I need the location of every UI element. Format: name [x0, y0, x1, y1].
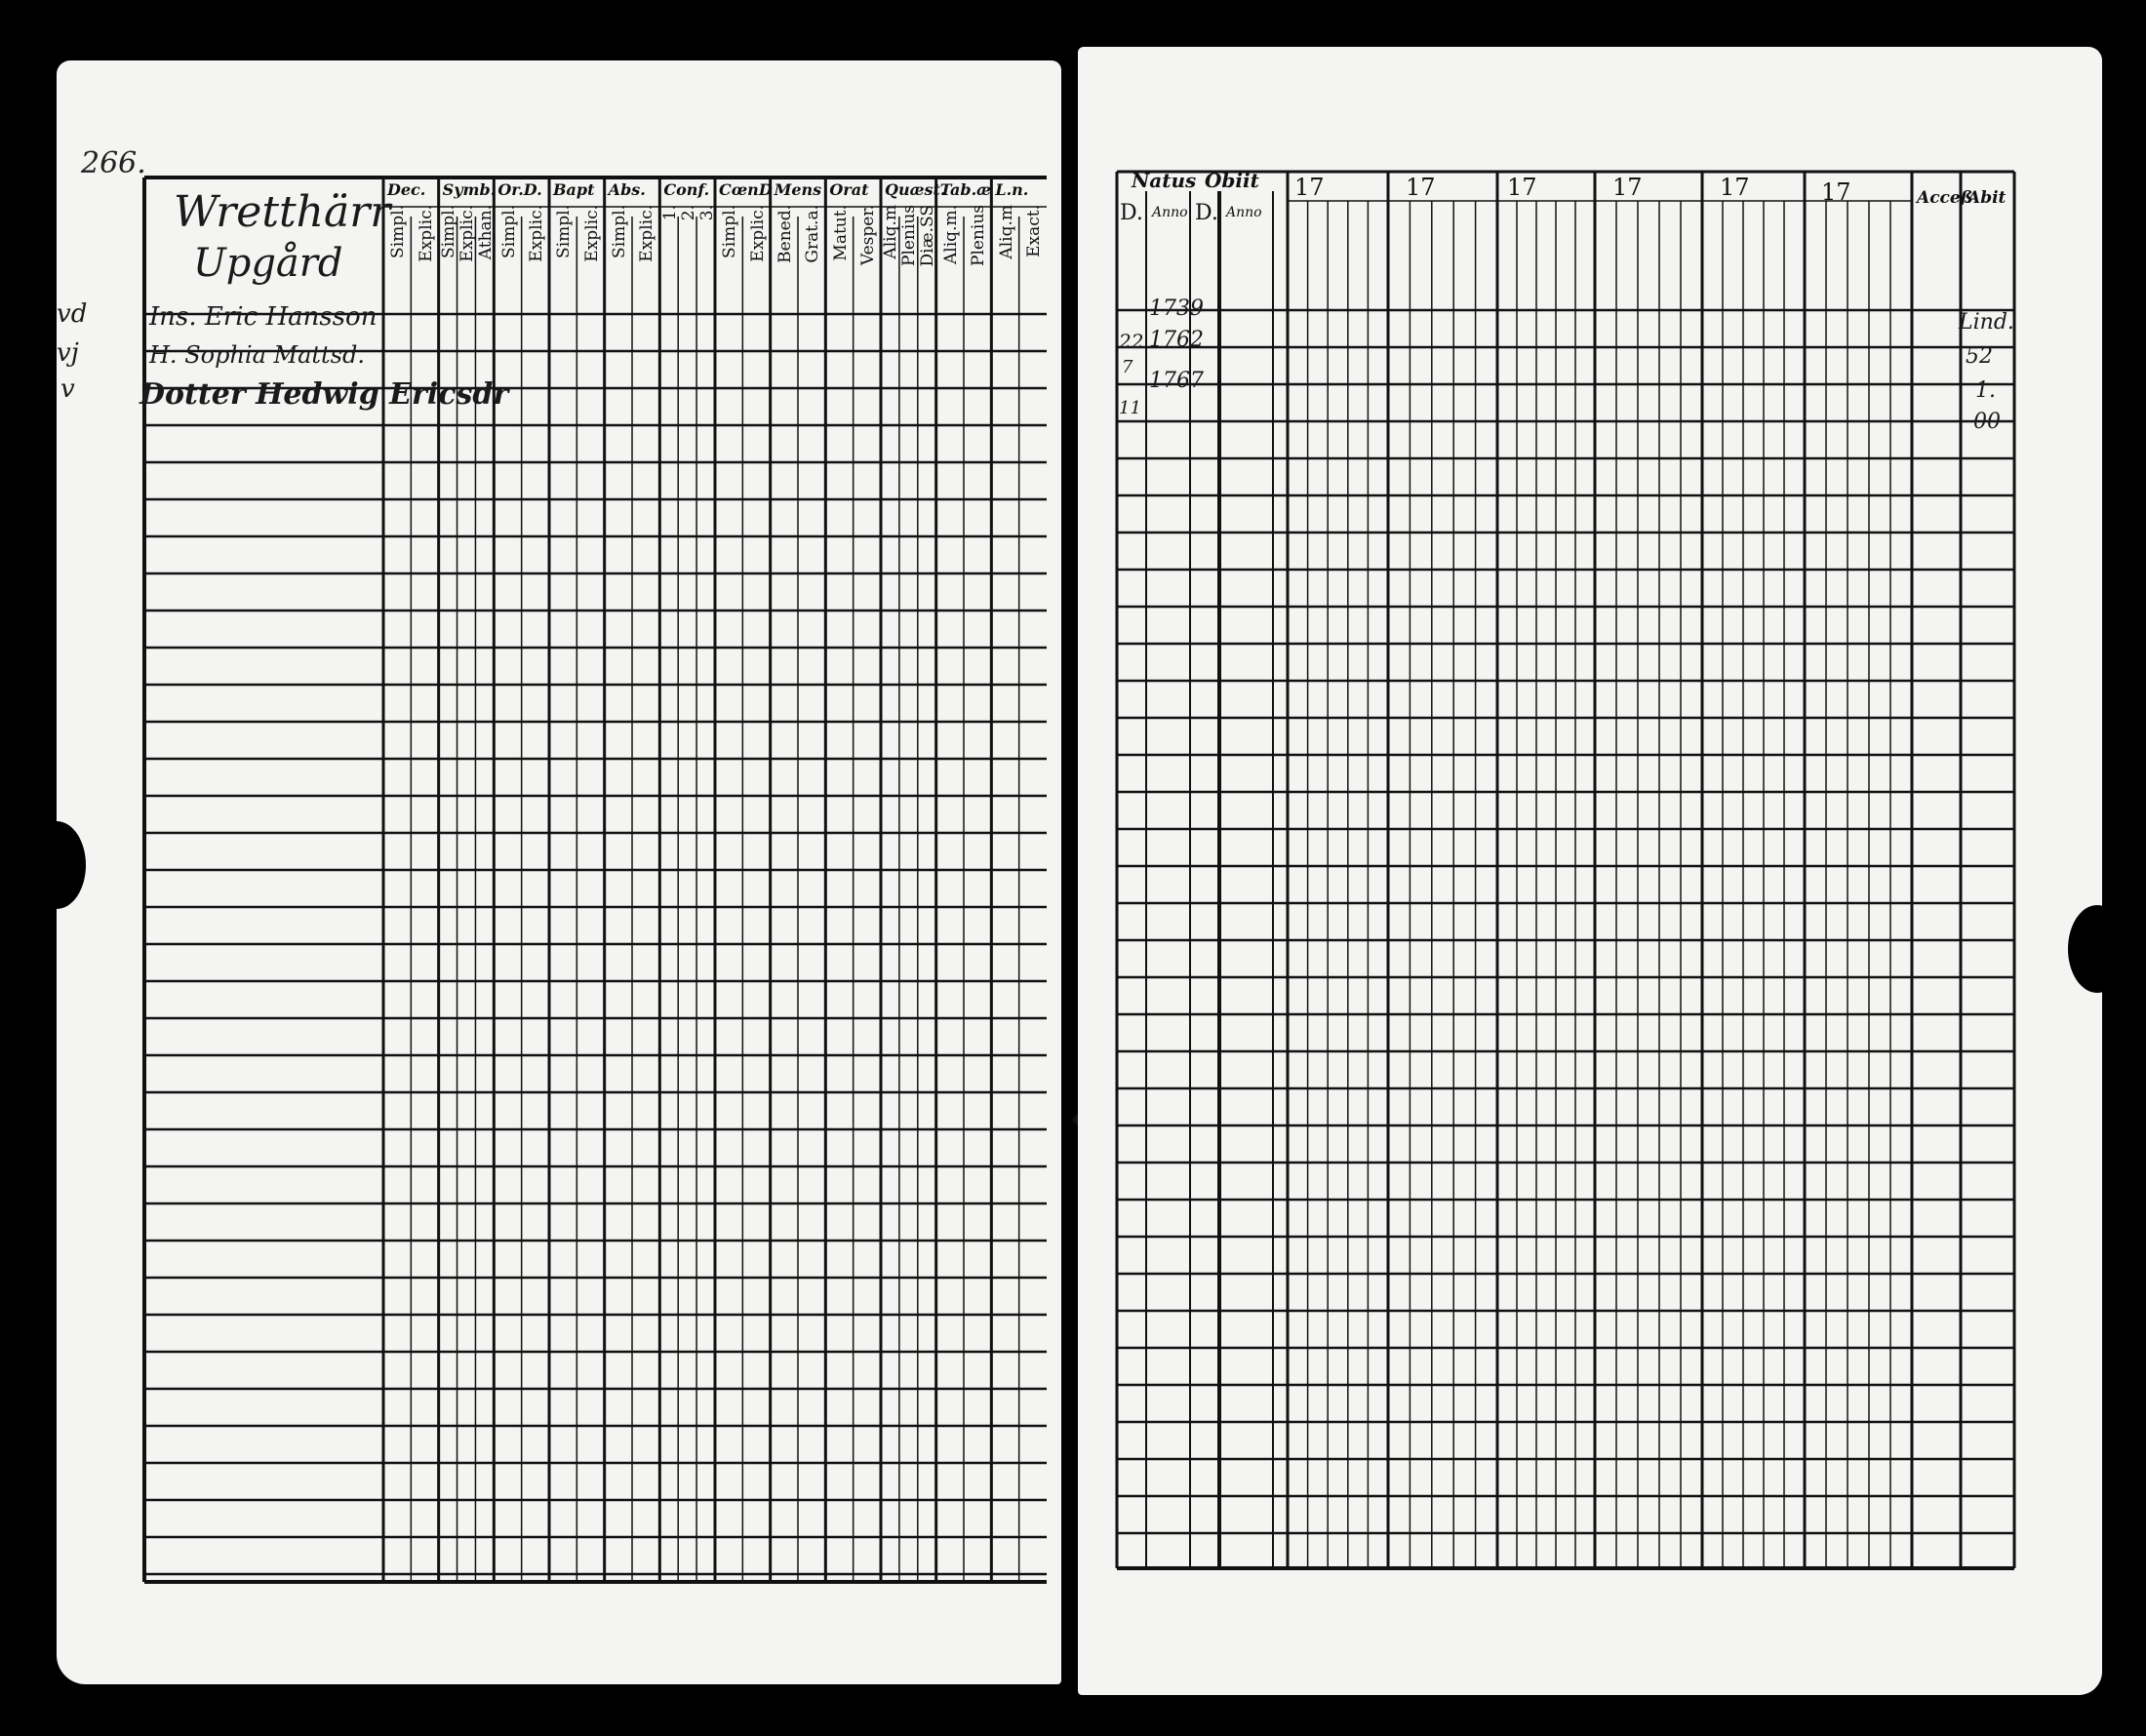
- header-abiit: Abit: [1967, 188, 2007, 208]
- column-sub-label: Matut.: [830, 205, 851, 261]
- margin-mark: vj: [57, 338, 79, 368]
- column-sub-label: Explic.: [637, 205, 657, 262]
- abiit-entry: 00: [1973, 410, 2001, 434]
- column-sub-label: Explic.: [747, 205, 768, 262]
- resident-name: Dotter Hedwig Ericsdr: [139, 377, 509, 412]
- binding-mark: [1059, 0, 1067, 14]
- binding-mark: [1005, 1712, 1013, 1725]
- margin-mark: vd: [57, 299, 88, 329]
- year-header: 17: [1821, 178, 1851, 206]
- column-sub-label: Bened.: [775, 205, 795, 263]
- year-header: 17: [1720, 174, 1750, 201]
- abiit-entry: 1.: [1975, 378, 1996, 403]
- column-group-label: Dec.: [387, 180, 426, 199]
- column-sub-label: 1.: [659, 205, 680, 221]
- birth-day: 7: [1122, 357, 1133, 377]
- column-sub-label: Simpl.: [720, 205, 740, 258]
- column-group-label: Quæst.: [885, 180, 946, 199]
- column-group-label: Orat: [829, 180, 869, 199]
- year-header: 17: [1507, 174, 1537, 201]
- column-sub-label: Aliq.m: [881, 205, 901, 259]
- column-sub-label: Explic.: [457, 205, 477, 262]
- left-page: [57, 60, 1061, 1684]
- header-obiit: Obiit: [1205, 169, 1259, 192]
- birth-day: 22: [1119, 330, 1144, 353]
- column-sub-label: Simpl.: [498, 205, 519, 258]
- resident-name: H. Sophia Mattsd.: [149, 341, 365, 369]
- year-header: 17: [1294, 174, 1325, 201]
- place-name: Wretthärr: [174, 187, 391, 237]
- birth-year: 1767: [1149, 369, 1204, 393]
- column-sub-label: Diæ.SS: [918, 205, 938, 267]
- abiit-entry: 52: [1966, 344, 1993, 369]
- resident-name: Ins. Eric Hansson: [149, 302, 378, 332]
- birth-year: 1762: [1149, 328, 1204, 352]
- column-group-label: Tab.æ: [939, 180, 992, 199]
- binding-mark: [1042, 1712, 1050, 1725]
- column-sub-label: 3.: [696, 205, 717, 221]
- column-group-label: Symb.: [442, 180, 497, 199]
- column-sub-label: Exact.: [1023, 205, 1044, 257]
- farm-name: Upgård: [193, 241, 343, 286]
- header-accessit: Acceß: [1917, 188, 1973, 208]
- obiit-year-label: Anno: [1226, 205, 1262, 220]
- column-sub-label: Plenius: [969, 205, 989, 266]
- natus-year-label: Anno: [1152, 205, 1188, 220]
- column-sub-label: Vesper.: [857, 205, 878, 266]
- column-sub-label: Simpl.: [554, 205, 575, 258]
- page-number: 266.: [81, 146, 146, 180]
- birth-day: 11: [1119, 398, 1141, 418]
- column-sub-label: Athan.: [475, 205, 496, 260]
- column-sub-label: Aliq.m.: [940, 205, 961, 264]
- header-natus: Natus: [1132, 169, 1197, 192]
- year-header: 17: [1406, 174, 1436, 201]
- abiit-entry: Lind.: [1959, 310, 2014, 335]
- column-sub-label: Explic.: [416, 205, 436, 262]
- column-group-label: L.n.: [995, 180, 1029, 199]
- binding-mark: [1042, 0, 1050, 14]
- column-sub-label: Grat.a.: [803, 205, 823, 263]
- right-register-grid: [1078, 47, 2102, 1695]
- right-page: [1078, 47, 2102, 1695]
- margin-mark: v: [60, 375, 75, 404]
- column-group-label: Bapt: [553, 180, 595, 199]
- column-sub-label: Simpl.: [609, 205, 629, 258]
- column-sub-label: Aliq.m: [996, 205, 1016, 259]
- column-group-label: Conf.: [663, 180, 710, 199]
- column-sub-label: Explic.: [526, 205, 546, 262]
- column-sub-label: Explic.: [581, 205, 602, 262]
- birth-year: 1739: [1149, 296, 1204, 321]
- column-sub-label: Simpl.: [388, 205, 409, 258]
- column-sub-label: Simpl.: [439, 205, 459, 258]
- column-group-label: Mens: [774, 180, 822, 199]
- column-group-label: Abs.: [608, 180, 646, 199]
- column-sub-label: 2.: [678, 205, 698, 221]
- obiit-day-label: D.: [1195, 201, 1218, 225]
- natus-day-label: D.: [1120, 201, 1143, 225]
- column-group-label: CœnD: [719, 180, 773, 199]
- year-header: 17: [1612, 174, 1643, 201]
- column-sub-label: Plenius: [899, 205, 920, 266]
- column-group-label: Or.D.: [497, 180, 542, 199]
